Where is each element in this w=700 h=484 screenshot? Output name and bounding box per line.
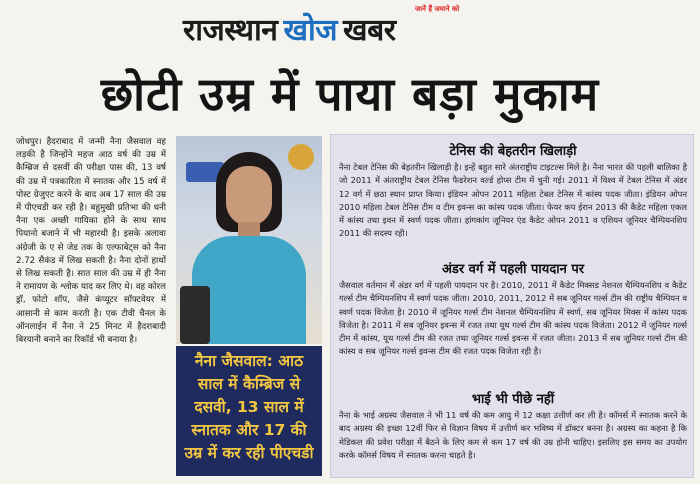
article-intro-text: जोधपुर। हैदराबाद में जन्मी नैना जैसवाल वह लड़की है जिन्होंने महज आठ वर्ष की उम्र में कैम्ब्रिज से दसवीं की परीक्षा पास की, 13 वर्ष की उम्र में पत्रकारिता में स्नातक और 15 वर्ष में पोस्ट ग्रेजुएट करने के बाद अब 17 साल की उम्र में पीएचडी कर रही है। बहुमुखी प्रतिभा की धनी नैना एक अच्छी गायिका होने के साथ साथ पियानो बजाने में भी महारथी है। इसके अलावा अंग्रेजी के ए से जेड तक के एल्फाबेट्स को नैना 2.72 सैकंड में लिख सकती है। नैना दोनों हाथों से लिख सकती है। सात साल की उम्र में ही नैना ने रामायण के श्लोक याद कर लिए थे। वह कोरल ड्रॉ, फोटो शॉप, जैसे कंप्यूटर सॉफ्टवेयर में आसानी से काम करती है। एक टीवी चैनल के ऑनलाईन में नैना ने 25 मिनट में हैदराबादी बिरयानी बनाने का रिकॉर्ड भी बनाया है। [16, 137, 166, 346]
brand-part-rajasthan: राजस्थान [183, 13, 278, 48]
section-title-tennis: टेनिस की बेहतरीन खिलाड़ी [449, 144, 577, 159]
article-photo [176, 136, 322, 344]
photo-background-emblem [288, 144, 314, 170]
photo-subject-face [226, 166, 272, 226]
section-body-under-category: जैसवाल वर्तमान में अंडर वर्ग में पहली पायदान पर है। 2010, 2011 में कैडेट मिक्सड नेशनल चैम्पियनशिप व कैडेट गर्ल्स टीम चैम्पियनशिप में स्वर्ण पदक जीता। 2010, 2011, 2012 में सब जूनियर गर्ल्स टीम की राष्ट्रीय चैम्पियन व स्वर्ण पदक विजेता है। 2010 में जूनियर गर्ल्स टीम नेशनल चैम्पियनशिप में स्वर्ण, सब जूनियर मिक्स में कांस्य पदक विजेता है। 2011 में सब जूनियर इवन्स में रजत तथा यूथ गर्ल्स टीम की कांस्य पदक विजेता। 2012 में जूनियर गर्ल्स टीम में कांस्य, यूथ गर्ल्स टीम की रजत तथा जूनियर गर्ल्स इवन्स में रजत जीता। 2013 में सब जूनियर गर्ल्स टीम की कांस्य व सब जूनियर गर्ल्स इवन्स टीम की रजत पदक विजेता रही है। [339, 280, 687, 357]
brand-part-khabar: खबर [343, 13, 396, 48]
photo-caption: नैना जैसवाल: आठ साल में कैम्ब्रिज से दसवी, 13 साल में स्नातक और 17 की उम्र में कर रही पीएचडी [176, 346, 322, 476]
sidebar-box [330, 134, 694, 478]
article-headline: छोटी उम्र में पाया बड़ा मुकाम [100, 67, 600, 121]
section-title-brother: भाई भी पीछे नहीं [471, 392, 555, 407]
masthead-tagline: जानें हैं जमाने को [415, 5, 460, 13]
section-body-tennis: नैना टेबल टेनिस की बेहतरीन खिलाड़ी है। इन्हें बहुत सारे अंतराष्ट्रीय टाइटल्स मिले है। नैना भारत की पहली बालिका है जो 2011 में अंतराष्ट्रीय टेबल टेनिस फैडरेशन वर्ल्ड होप्स टीम में चुनी गई। 2011 में विश्व में टेबल टेनिस में अंडर 12 वर्ग में छठा स्थान प्राप्त किया। इंडियन ओपन 2011 महिला टेबल टेनिस में कांस्य पदक जीता। इंडियन ओपन 2010 महिला टेबल टेनिस टीम व टीम इवन्स का कांस्य पदक जीता। फेयर कप ईरान 2013 की कैडेट महिला एकल में कांस्य तथा इवन में स्वर्ण पदक जीता। हांगकांग जूनियर एंड कैडेट ओपन 2011 व एशियन जूनियर चैम्पियनशिप 2011 की सदस्य रही। [339, 162, 688, 239]
masthead [0, 0, 700, 58]
photo-microphone [180, 286, 210, 344]
section-title-under-category: अंडर वर्ग में पहली पायदान पर [441, 262, 585, 277]
newspaper-brand [183, 14, 396, 48]
section-body-brother: नैना के भाई अग्रस्य जैसवाल ने भी 11 वर्ष की कम आयु में 12 कक्षा उत्तीर्ण कर ली है। कॉमर्स में स्नातक करने के बाद अग्रस्य की इच्छा 12वीं फिर से विज्ञान विषय में उत्तीर्ण कर भविष्य में डॉक्टर बनना है। अग्रस्य का कहना है कि मेडिकल की प्रवेश परीक्षा में बैठने के लिए कम से कम 17 वर्ष की उम्र होनी चाहिए। इसलिए इस समय का उपयोग करके कॉमर्स विषय में स्नातक करना चाहते है। [339, 410, 687, 460]
brand-part-khoj: खोज [283, 13, 338, 48]
